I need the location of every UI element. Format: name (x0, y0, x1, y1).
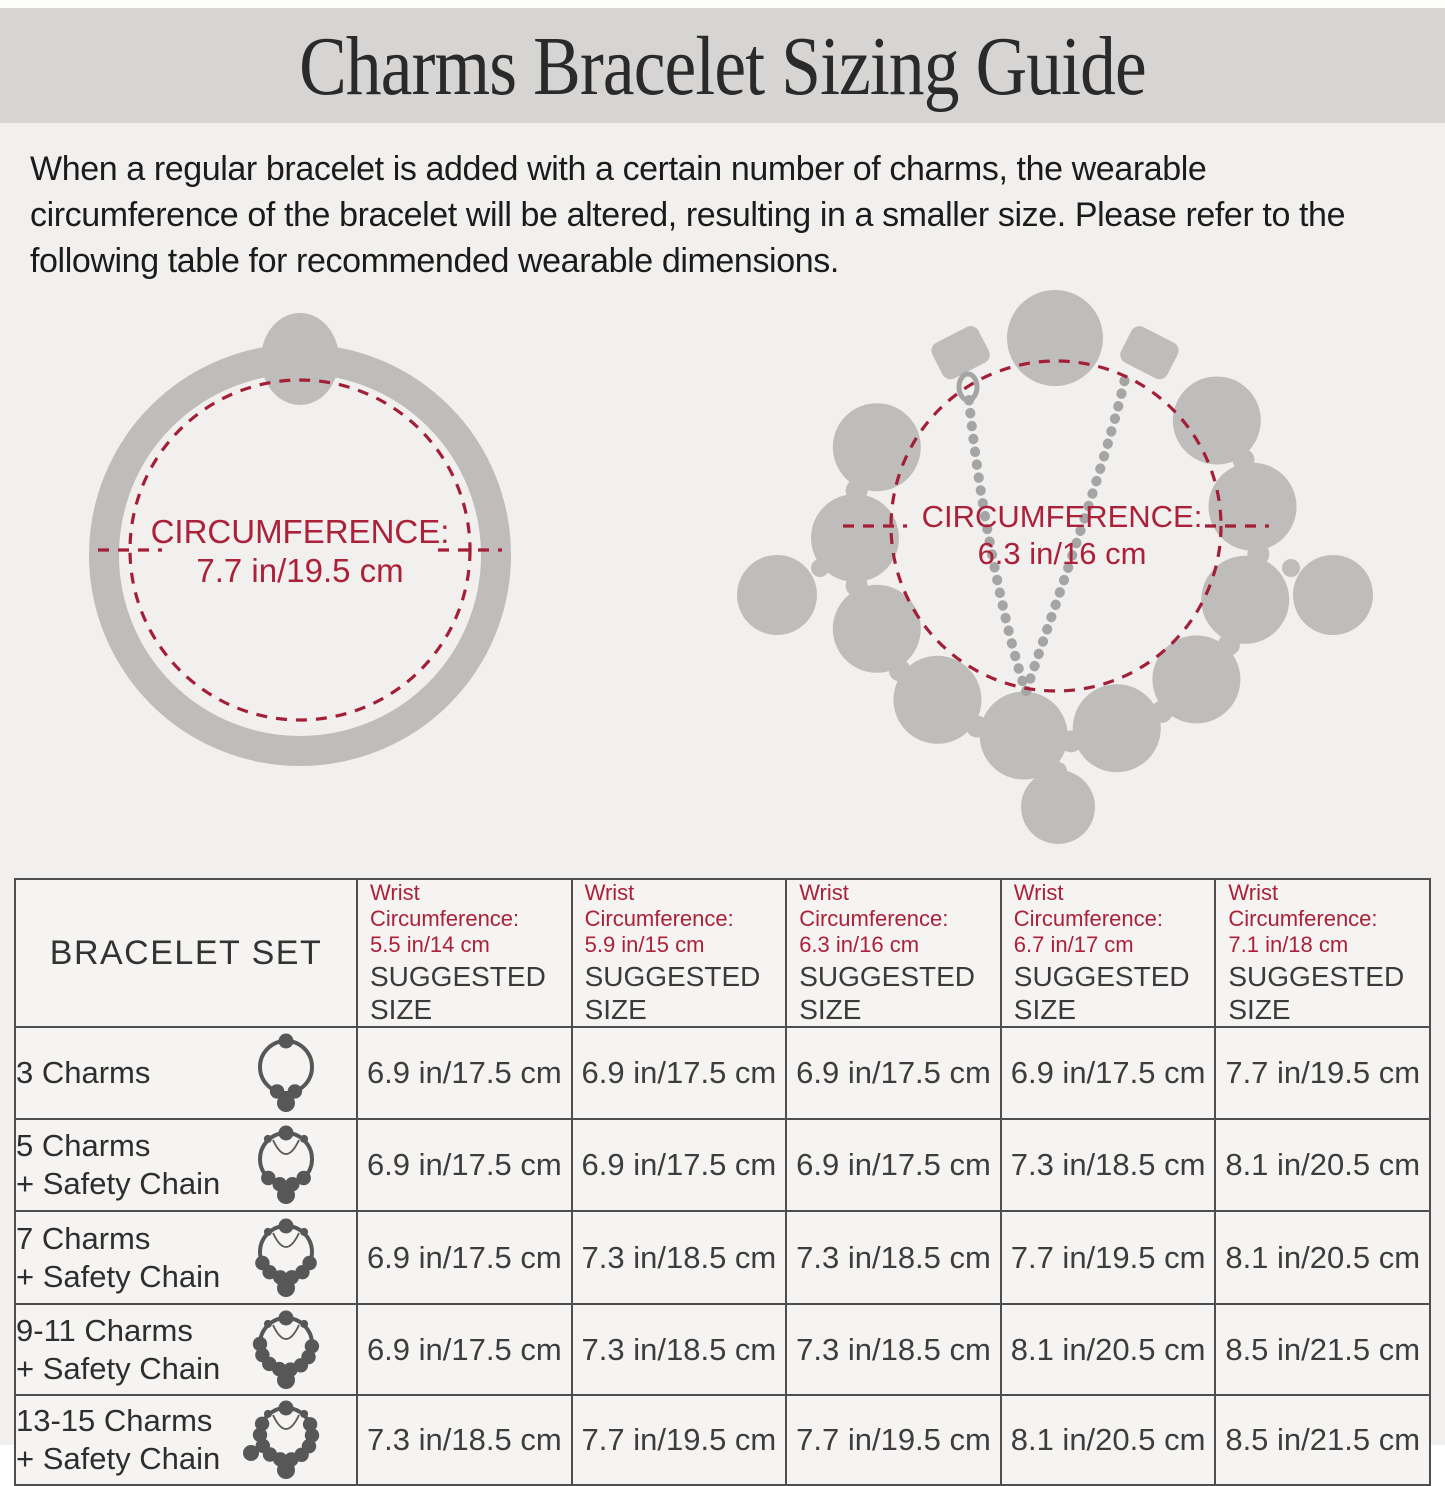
bracelet-13-15-charms-safety-chain-icon (238, 1396, 336, 1484)
safety-chain-label: + Safety Chain (16, 1350, 221, 1386)
suggested-size-cell: 7.7 in/19.5 cm (572, 1395, 787, 1485)
suggested-size-cell: 6.9 in/17.5 cm (357, 1304, 572, 1395)
bracelet-set-cell (15, 1119, 357, 1211)
suggested-size-cell: 8.1 in/20.5 cm (1215, 1119, 1430, 1211)
bracelet-set-label (16, 1402, 220, 1478)
charm-bead (1173, 376, 1261, 464)
suggested-size-cell: 6.9 in/17.5 cm (357, 1027, 572, 1119)
suggested-size-cell: 7.7 in/19.5 cm (1001, 1211, 1216, 1304)
suggested-size-cell: 7.3 in/18.5 cm (357, 1395, 572, 1485)
charms-count-label: 9-11 Charms (16, 1312, 193, 1348)
suggested-size-cell: 7.7 in/19.5 cm (1215, 1027, 1430, 1119)
wrist-column-header-3 (786, 879, 1001, 1027)
sizing-table (14, 878, 1431, 1486)
bracelet-9-11-charms-safety-chain-icon (238, 1306, 336, 1394)
bracelet-set-cell (15, 1304, 357, 1395)
charm-bracelet-circumference-label: CIRCUMFERENCE: 6.3 in/16 cm (921, 499, 1203, 571)
wrist-circumference-value: 6.3 in/16 cm (799, 932, 920, 957)
suggested-size-cell: 6.9 in/17.5 cm (357, 1211, 572, 1304)
table-row (15, 1395, 1430, 1485)
bracelet-5-charms-safety-chain-icon (238, 1121, 336, 1209)
bracelet-3-charms-icon (238, 1029, 336, 1117)
suggested-size-cell: 6.9 in/17.5 cm (786, 1027, 1001, 1119)
suggested-size-cell: 6.9 in/17.5 cm (1001, 1027, 1216, 1119)
plain-bracelet-circumference-label: CIRCUMFERENCE: 7.7 in/19.5 cm (150, 513, 450, 589)
bracelet-set-label (16, 1220, 220, 1296)
safety-chain-label: + Safety Chain (16, 1441, 221, 1476)
intro-line: following table for recommended wearable dimensions. (30, 242, 839, 280)
intro-paragraph (30, 146, 1430, 284)
suggested-size-cell: 8.1 in/20.5 cm (1215, 1211, 1430, 1304)
suggested-size-label: SUGGESTED SIZE (584, 961, 761, 1025)
bracelet-clip (1117, 323, 1181, 382)
bracelet-set-cell (15, 1027, 357, 1119)
wrist-column-header-4 (1001, 879, 1216, 1027)
charm-bead (1073, 684, 1161, 772)
wrist-circumference-value: 6.7 in/17 cm (1013, 932, 1134, 957)
suggested-size-label: SUGGESTED SIZE (370, 961, 546, 1025)
dangling-charm (1021, 770, 1095, 844)
suggested-size-cell: 7.3 in/18.5 cm (786, 1211, 1001, 1304)
table-row (15, 1027, 1430, 1119)
clasp-bead (1007, 290, 1103, 386)
suggested-size-label: SUGGESTED SIZE (1013, 961, 1190, 1025)
wrist-circumference-label: Wrist Circumference: (1228, 880, 1378, 931)
suggested-size-cell: 8.1 in/20.5 cm (1001, 1304, 1216, 1395)
dangling-charm (1293, 555, 1373, 635)
suggested-size-cell: 6.9 in/17.5 cm (572, 1027, 787, 1119)
suggested-size-cell: 8.5 in/21.5 cm (1215, 1395, 1430, 1485)
suggested-size-label: SUGGESTED SIZE (799, 961, 975, 1025)
charm-bail (1282, 559, 1300, 577)
bracelet-set-label (16, 1054, 150, 1092)
bracelet-7-charms-safety-chain-icon (238, 1214, 336, 1302)
suggested-size-cell: 6.9 in/17.5 cm (572, 1119, 787, 1211)
bracelet-set-header: BRACELET SET (15, 879, 357, 1027)
charm-bead (1152, 635, 1240, 723)
bracelet-clip (928, 323, 992, 382)
suggested-size-cell: 7.7 in/19.5 cm (786, 1395, 1001, 1485)
charms-count-label: 13-15 Charms (16, 1403, 213, 1438)
suggested-size-cell: 7.3 in/18.5 cm (572, 1211, 787, 1304)
suggested-size-cell: 7.3 in/18.5 cm (786, 1304, 1001, 1395)
title-band (0, 8, 1445, 123)
wrist-circumference-label: Wrist Circumference: (799, 880, 949, 931)
top-strip (0, 0, 1445, 8)
intro-line: When a regular bracelet is added with a certain number of charms, the wearable (30, 150, 1207, 188)
suggested-size-cell: 8.1 in/20.5 cm (1001, 1395, 1216, 1485)
suggested-size-cell: 8.5 in/21.5 cm (1215, 1304, 1430, 1395)
suggested-size-cell: 6.9 in/17.5 cm (357, 1119, 572, 1211)
wrist-circumference-label: Wrist Circumference: (584, 880, 734, 931)
safety-chain-label: + Safety Chain (16, 1166, 221, 1201)
wrist-circumference-value: 7.1 in/18 cm (1228, 932, 1349, 957)
charm-bail (811, 559, 829, 577)
wrist-column-header-5 (1215, 879, 1430, 1027)
bracelet-set-cell (15, 1395, 357, 1485)
bracelet-set-cell (15, 1211, 357, 1304)
table-row (15, 1304, 1430, 1395)
wrist-circumference-value: 5.5 in/14 cm (370, 932, 490, 957)
wrist-circumference-label: Wrist Circumference: (1013, 880, 1163, 931)
wrist-circumference-label: Wrist Circumference: (370, 880, 520, 931)
suggested-size-cell: 7.3 in/18.5 cm (572, 1304, 787, 1395)
suggested-size-cell: 6.9 in/17.5 cm (786, 1119, 1001, 1211)
table-row (15, 1119, 1430, 1211)
table-header-row (15, 879, 1430, 1027)
bracelet-set-label (16, 1312, 220, 1388)
charm-bead (833, 403, 921, 491)
page-title: Charms Bracelet Sizing Guide (299, 20, 1146, 113)
safety-chain-label: + Safety Chain (16, 1258, 221, 1294)
clasp-bead (261, 313, 339, 405)
charms-count-label: 3 Charms (16, 1055, 151, 1090)
table-row (15, 1211, 1430, 1304)
charm-bead (893, 656, 981, 744)
wrist-circumference-value: 5.9 in/15 cm (584, 932, 705, 957)
intro-line: circumference of the bracelet will be altered, resulting in a smaller size. Please refer to the (30, 196, 1346, 234)
wrist-column-header-2 (572, 879, 787, 1027)
dangling-charm (737, 555, 817, 635)
charms-count-label: 5 Charms (16, 1128, 151, 1163)
bracelet-set-label (16, 1127, 220, 1203)
suggested-size-cell: 7.3 in/18.5 cm (1001, 1119, 1216, 1211)
suggested-size-label: SUGGESTED SIZE (1228, 961, 1405, 1025)
wrist-column-header-1 (357, 879, 572, 1027)
charms-count-label: 7 Charms (16, 1220, 151, 1256)
